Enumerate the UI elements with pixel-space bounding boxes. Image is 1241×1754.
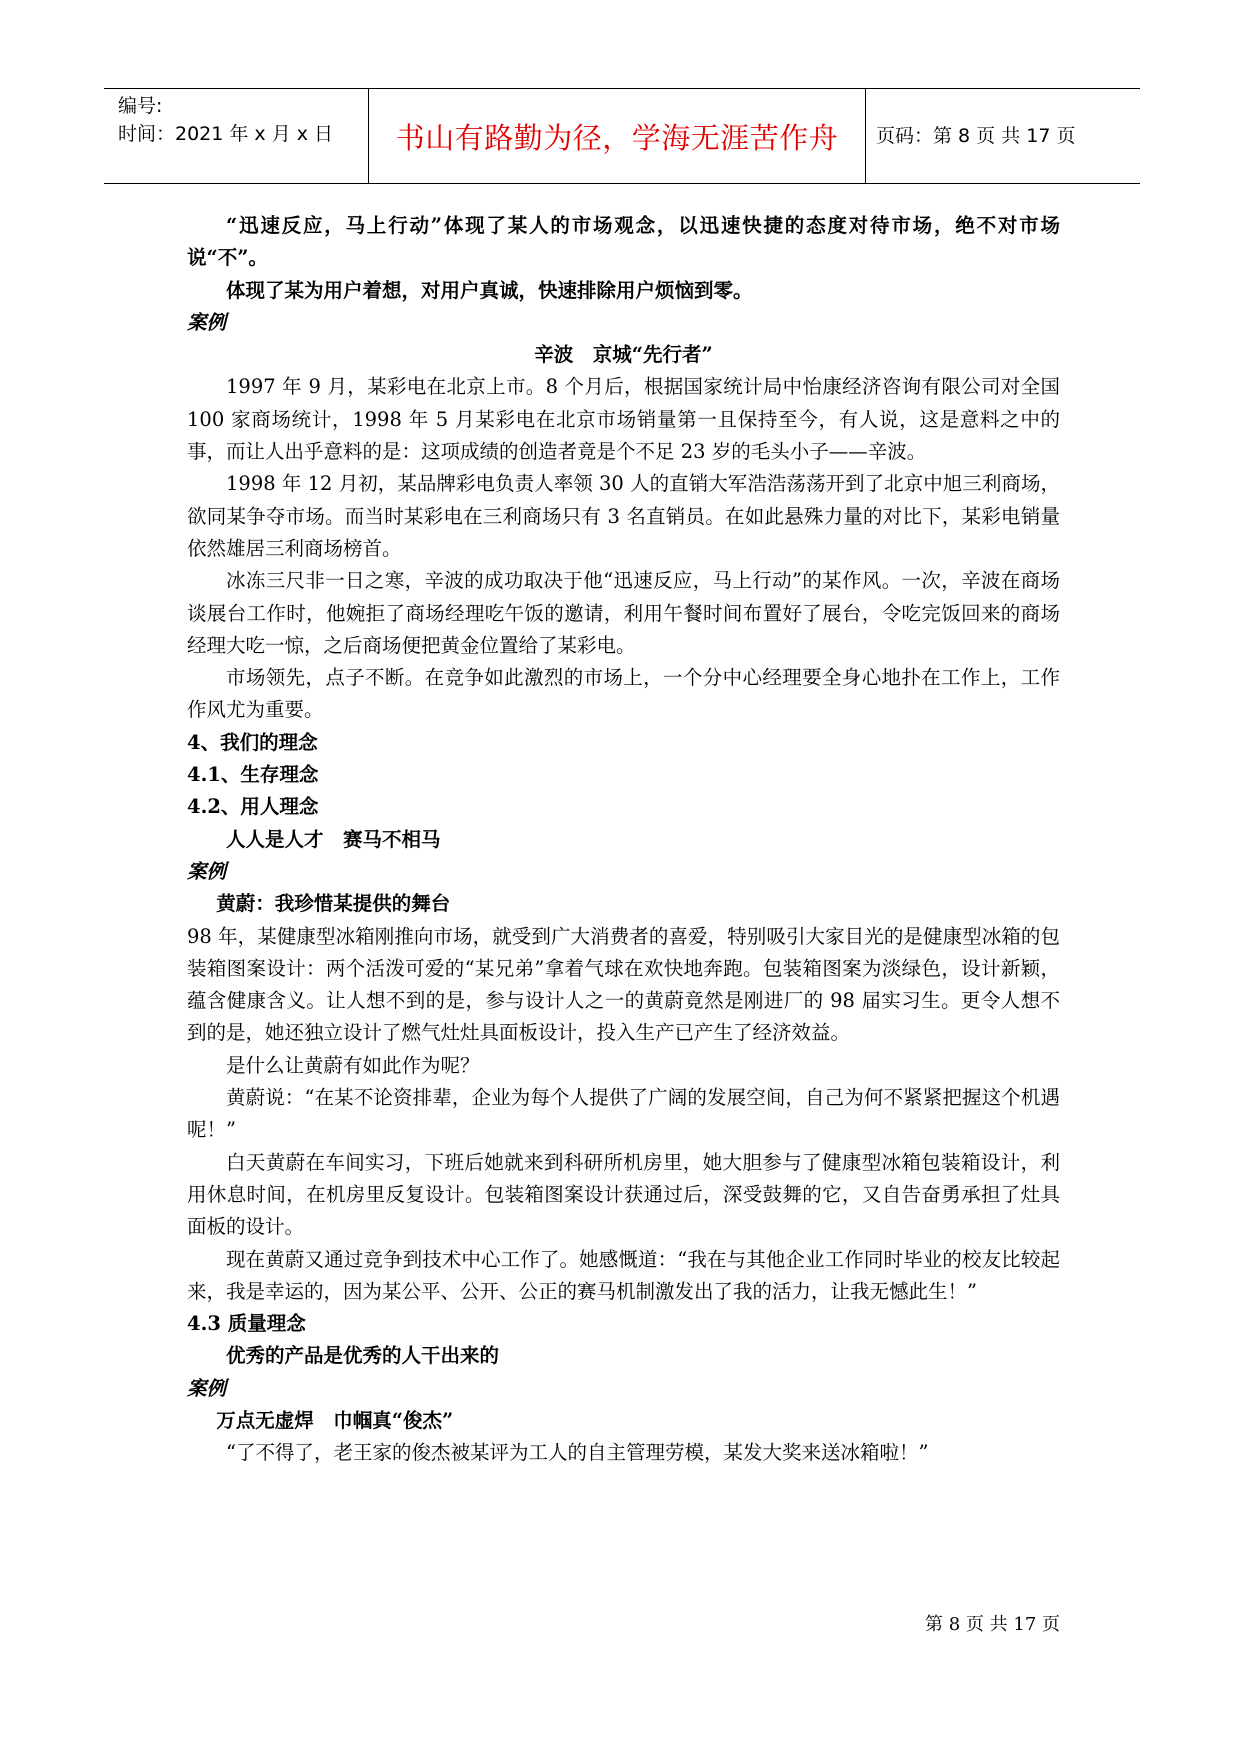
time-label: 时间：2021 年 x 月 x 日: [118, 123, 334, 145]
paragraph: 1998 年 12 月初，某品牌彩电负责人率领 30 人的直销大军浩浩荡荡开到了北京中旭三利商场，欲同某争夺市场。而当时某彩电在三利商场只有 3 名直销员。在如此悬殊力量的对比下，某彩电销量依然雄居三利商场榜首。: [187, 472, 1060, 560]
case-title: 黄蔚：我珍惜某提供的舞台: [216, 892, 451, 916]
case-title: 万点无虚焊 巾帼真“俊杰”: [216, 1408, 454, 1432]
section-heading: 4.1、生存理念: [187, 763, 319, 787]
case-label: 案例: [187, 859, 227, 883]
page-footer: 第 8 页 共 17 页: [925, 1614, 1060, 1635]
paragraph: 1997 年 9 月，某彩电在北京上市。8 个月后，根据国家统计局中怡康经济咨询有限公司对全国 100 家商场统计，1998 年 5 月某彩电在北京市场销量第一且保持至今，有人说，这是意料之中的事，而让人出乎意料的是：这项成绩的创造者竟是个不足 23 岁的毛头小子——辛波。: [187, 375, 1060, 464]
slogan: 人人是人才 赛马不相马: [226, 827, 441, 851]
page-header: [104, 88, 1140, 184]
slogan: 优秀的产品是优秀的人干出来的: [226, 1344, 500, 1368]
page-label: 页码：第 8 页 共 17 页: [876, 124, 1076, 147]
header-motto-cell: [369, 89, 866, 183]
paragraph: 是什么让黄蔚有如此作为呢？: [226, 1053, 480, 1077]
paragraph: 现在黄蔚又通过竞争到技术中心工作了。她感慨道：“我在与其他企业工作同时毕业的校友比较起来，我是幸运的，因为某公平、公开、公正的赛马机制激发出了我的活力，让我无憾此生！”: [187, 1247, 1060, 1303]
section-heading: 4.3 质量理念: [187, 1312, 306, 1336]
motto: 书山有路勤为径，学海无涯苦作舟: [395, 120, 839, 155]
case-label: 案例: [187, 1376, 227, 1400]
header-page-cell: [866, 89, 1140, 183]
section-heading: 4、我们的理念: [187, 730, 318, 754]
document-body: [187, 210, 1060, 1470]
paragraph: 冰冻三尺非一日之寒，辛波的成功取决于他“迅速反应，马上行动”的某作风。一次，辛波在商场谈展台工作时，他婉拒了商场经理吃午饭的邀请，利用午餐时间布置好了展台，令吃完饭回来的商场经理大吃一惊，之后商场便把黄金位置给了某彩电。: [187, 569, 1060, 657]
paragraph: “迅速反应，马上行动”体现了某人的市场观念，以迅速快捷的态度对待市场，绝不对市场说“不”。: [187, 214, 1060, 270]
paragraph: 市场领先，点子不断。在竞争如此激烈的市场上，一个分中心经理要全身心地扑在工作上，工作作风尤为重要。: [187, 666, 1060, 722]
header-info-cell: [104, 89, 369, 183]
case-title: 辛波 京城“先行者”: [534, 343, 713, 367]
paragraph: 黄蔚说：“在某不论资排辈，企业为每个人提供了广阔的发展空间，自己为何不紧紧把握这个机遇呢！”: [187, 1086, 1060, 1142]
paragraph: “了不得了，老王家的俊杰被某评为工人的自主管理劳模，某发大奖来送冰箱啦！”: [226, 1441, 929, 1465]
paragraph: 体现了某为用户着想，对用户真诚，快速排除用户烦恼到零。: [226, 278, 753, 302]
case-label: 案例: [187, 310, 227, 334]
section-heading: 4.2、用人理念: [187, 795, 319, 819]
paragraph: 白天黄蔚在车间实习，下班后她就来到科研所机房里，她大胆参与了健康型冰箱包装箱设计，利用休息时间，在机房里反复设计。包装箱图案设计获通过后，深受鼓舞的它，又自告奋勇承担了灶具面板的设计。: [187, 1150, 1060, 1239]
number-label: 编号:: [118, 95, 163, 117]
paragraph: 98 年，某健康型冰箱刚推向市场，就受到广大消费者的喜爱，特别吸引大家目光的是健康型冰箱的包装箱图案设计：两个活泼可爱的“某兄弟”拿着气球在欢快地奔跑。包装箱图案为淡绿色，设计新颖，蕴含健康含义。让人想不到的是，参与设计人之一的黄蔚竟然是刚进厂的 98 届实习生。更令人想不到的是，她还独立设计了燃气灶灶具面板设计，投入生产已产生了经济效益。: [187, 924, 1060, 1045]
